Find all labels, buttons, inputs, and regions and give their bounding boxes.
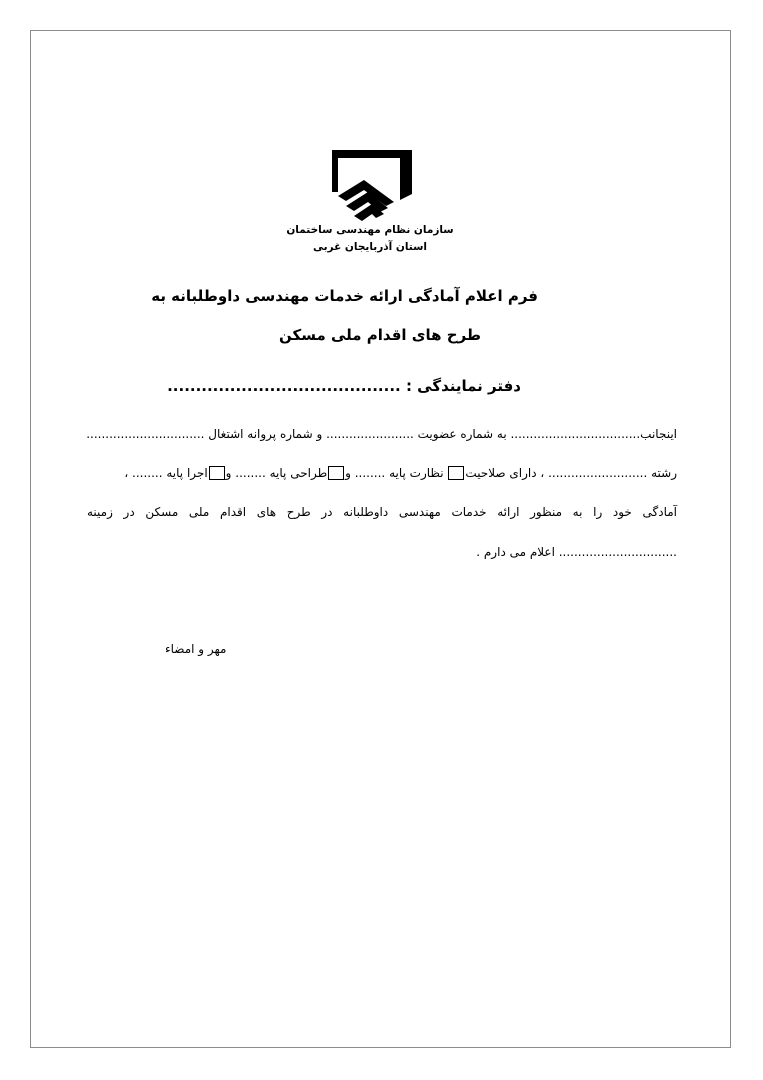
org-name-line1: سازمان نظام مهندسی ساختمان: [286, 224, 454, 236]
execution-checkbox[interactable]: [209, 466, 225, 480]
qualification-line: [124, 466, 677, 480]
form-title-line2: طرح های اقدام ملی مسکن: [278, 326, 482, 344]
form-title-line1: فرم اعلام آمادگی ارائه خدمات مهندسی داوطلبانه به: [151, 287, 538, 305]
design-label: طراحی پایه ........ و: [225, 466, 328, 480]
signature-label: مهر و امضاء: [165, 642, 227, 656]
declaration-line: آمادگی خود را به منظور ارائه خدمات مهندسی داوطلبانه در طرح های اقدام ملی مسکن در زمینه: [87, 505, 677, 519]
declaration-end-line: ............................... اعلام می دارم .: [476, 545, 677, 559]
execution-label: اجرا پایه ........ ،: [124, 466, 208, 480]
supervision-checkbox[interactable]: [448, 466, 464, 480]
design-checkbox[interactable]: [328, 466, 344, 480]
member-info-line: اینجانب.................................. به شماره عضویت ....................... و شماره پروانه اشتغال ...............................: [86, 427, 677, 441]
office-field: دفتر نمایندگی : .........................................: [167, 377, 521, 395]
org-logo: [324, 144, 418, 224]
supervision-label: نظارت پایه ........ و: [345, 466, 448, 480]
org-name-line2: استان آذربایجان غربی: [312, 241, 428, 253]
field-label: رشته .......................... ، دارای صلاحیت: [465, 466, 677, 480]
